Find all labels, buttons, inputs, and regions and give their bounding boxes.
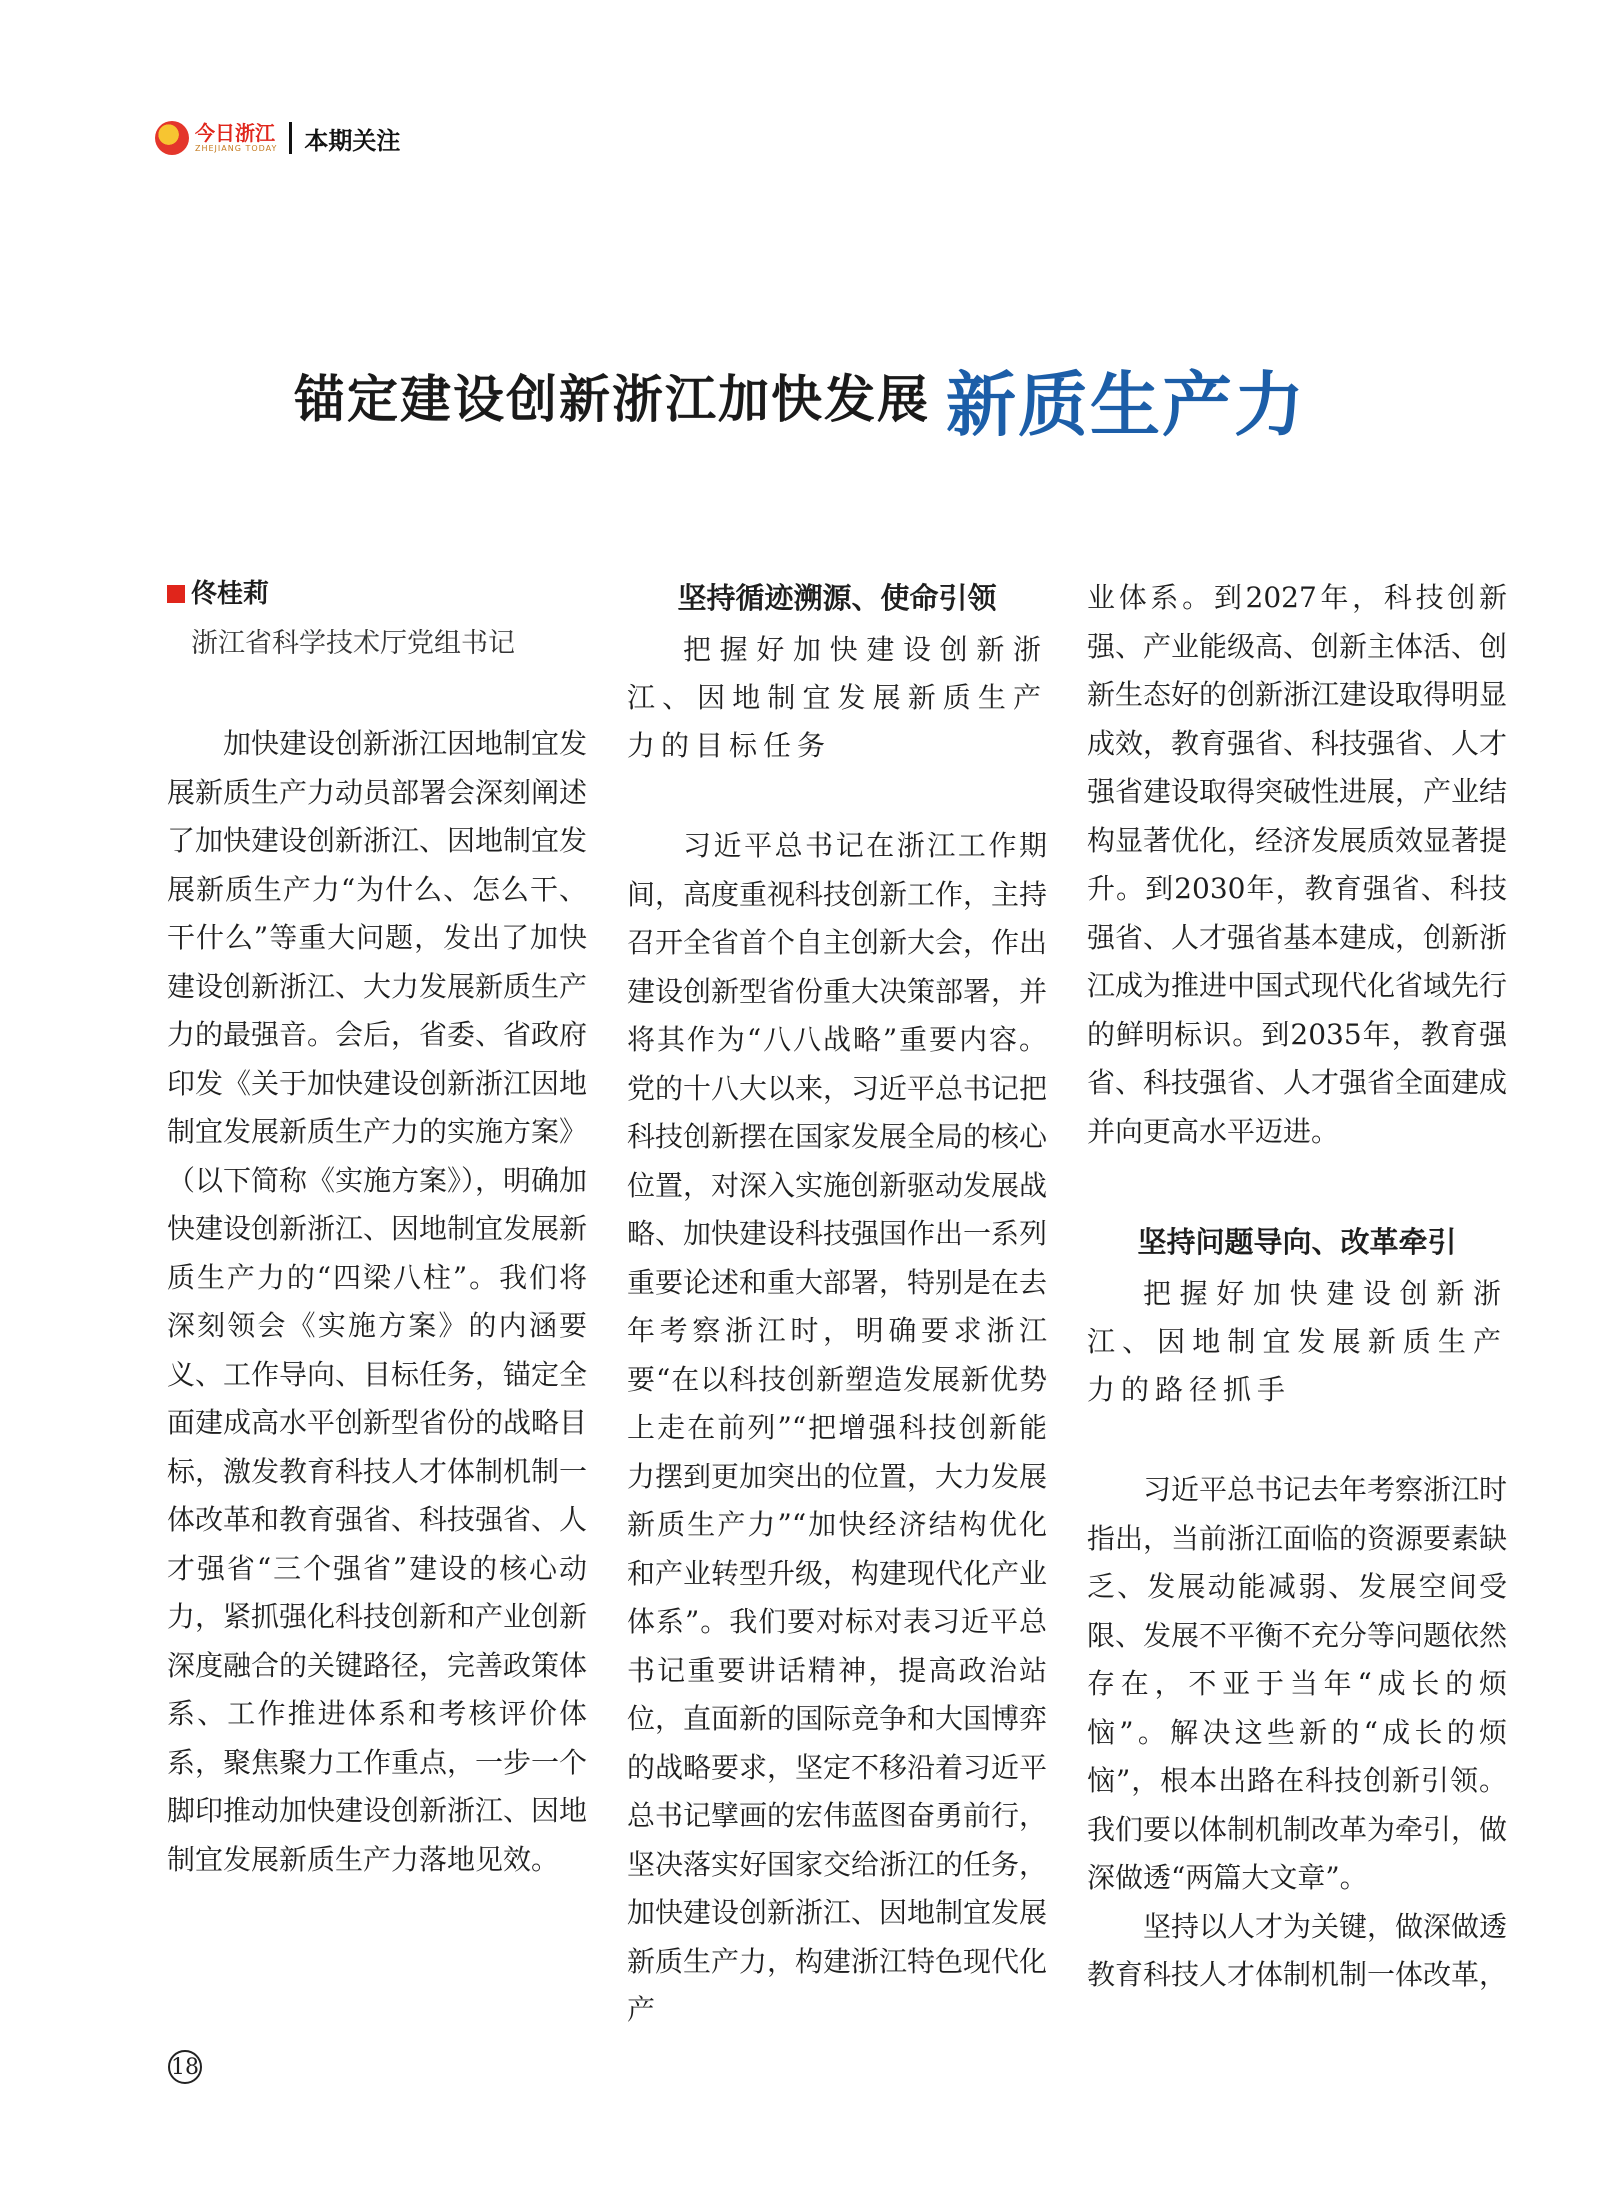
author-byline (167, 574, 587, 614)
section-1-subheading: 把握好加快建设创新浙江、因地制宜发展新质生产力的目标任务 (627, 633, 1047, 762)
section-2-paragraph-1: 习近平总书记去年考察浙江时指出，当前浙江面临的资源要素缺乏、发展动能减弱、发展空间受限、发展不平衡不充分等问题依然存在，不亚于当年“成长的烦恼”。解决这些新的“成长的烦恼”，根本出路在科技创新引领。我们要以体制机制改革为牵引，做深做透“两篇大文章”。 (1087, 1473, 1508, 1894)
author-title: 浙江省科学技术厅党组书记 (191, 628, 515, 659)
section-2-heading: 坚持问题导向、改革牵引 (1137, 1225, 1457, 1259)
section-2-subheading: 把握好加快建设创新浙江、因地制宜发展新质生产力的路径抓手 (1087, 1277, 1507, 1406)
intro-paragraph: 加快建设创新浙江因地制宜发展新质生产力动员部署会深刻阐述了加快建设创新浙江、因地制宜发展新质生产力“为什么、怎么干、干什么”等重大问题，发出了加快建设创新浙江、大力发展新质生产力的最强音。会后，省委、省政府印发《关于加快建设创新浙江因地制宜发展新质生产力的实施方案》（以下简称《实施方案》），明确加快建设创新浙江、因地制宜发展新质生产力的“四梁八柱”。我们将深刻领会《实施方案》的内涵要义、工作导向、目标任务，锚定全面建成高水平创新型省份的战略目标，激发教育科技人才体制机制一体改革和教育强省、科技强省、人才强省“三个强省”建设的核心动力，紧抓强化科技创新和产业创新深度融合的关键路径，完善政策体系、工作推进体系和考核评价体系，聚焦聚力工作重点，一步一个脚印推动加快建设创新浙江、因地制宜发展新质生产力落地见效。 (167, 727, 588, 1876)
article-headline (0, 358, 1600, 446)
column-3 (1087, 574, 1507, 2000)
headline-accent: 新质生产力 (946, 364, 1306, 446)
section-1-paragraph-continued: 业体系。到2027年，科技创新强、产业能级高、创新主体活、创新生态好的创新浙江建设取得明显成效，教育强省、科技强省、人才强省建设取得突破性进展，产业结构显著优化，经济发展质效显著提升。到2030年，教育强省、科技强省、人才强省基本建成，创新浙江成为推进中国式现代化省域先行的鲜明标识。到2035年，教育强省、科技强省、人才强省全面建成并向更高水平迈进。 (1087, 581, 1508, 1148)
headline-main: 锚定建设创新浙江加快发展 (293, 370, 930, 430)
column-1 (167, 574, 587, 1884)
header-divider (289, 122, 292, 154)
magazine-logo (155, 121, 277, 155)
red-square-icon (167, 585, 185, 603)
column-2 (627, 574, 1047, 2035)
section-2-paragraph-2: 坚持以人才为关键，做深做透教育科技人才体制机制一体改革， (1087, 1909, 1508, 1991)
section-label: 本期关注 (304, 126, 401, 155)
logo-chinese-text: 今日浙江 (195, 121, 275, 145)
page-number: 18 (168, 2050, 202, 2084)
logo-emblem-icon (155, 121, 189, 155)
logo-english-text: ZHEJIANG TODAY (195, 144, 278, 153)
author-name: 佟桂莉 (191, 578, 270, 609)
section-1-paragraph: 习近平总书记在浙江工作期间，高度重视科技创新工作，主持召开全省首个自主创新大会，作出建设创新型省份重大决策部署，并将其作为“八八战略”重要内容。党的十八大以来，习近平总书记把科技创新摆在国家发展全局的核心位置，对深入实施创新驱动发展战略、加快建设科技强国作出一系列重要论述和重大部署，特别是在去年考察浙江时，明确要求浙江要“在以科技创新塑造发展新优势上走在前列”“把增强科技创新能力摆到更加突出的位置，大力发展新质生产力”“加快经济结构优化和产业转型升级，构建现代化产业体系”。我们要对标对表习近平总书记重要讲话精神，提高政治站位，直面新的国际竞争和大国博弈的战略要求，坚定不移沿着习近平总书记擘画的宏伟蓝图奋勇前行，坚决落实好国家交给浙江的任务，加快建设创新浙江、因地制宜发展新质生产力，构建浙江特色现代化产 (627, 829, 1048, 2026)
section-1-heading: 坚持循迹溯源、使命引领 (677, 581, 997, 615)
page-header (155, 118, 400, 158)
